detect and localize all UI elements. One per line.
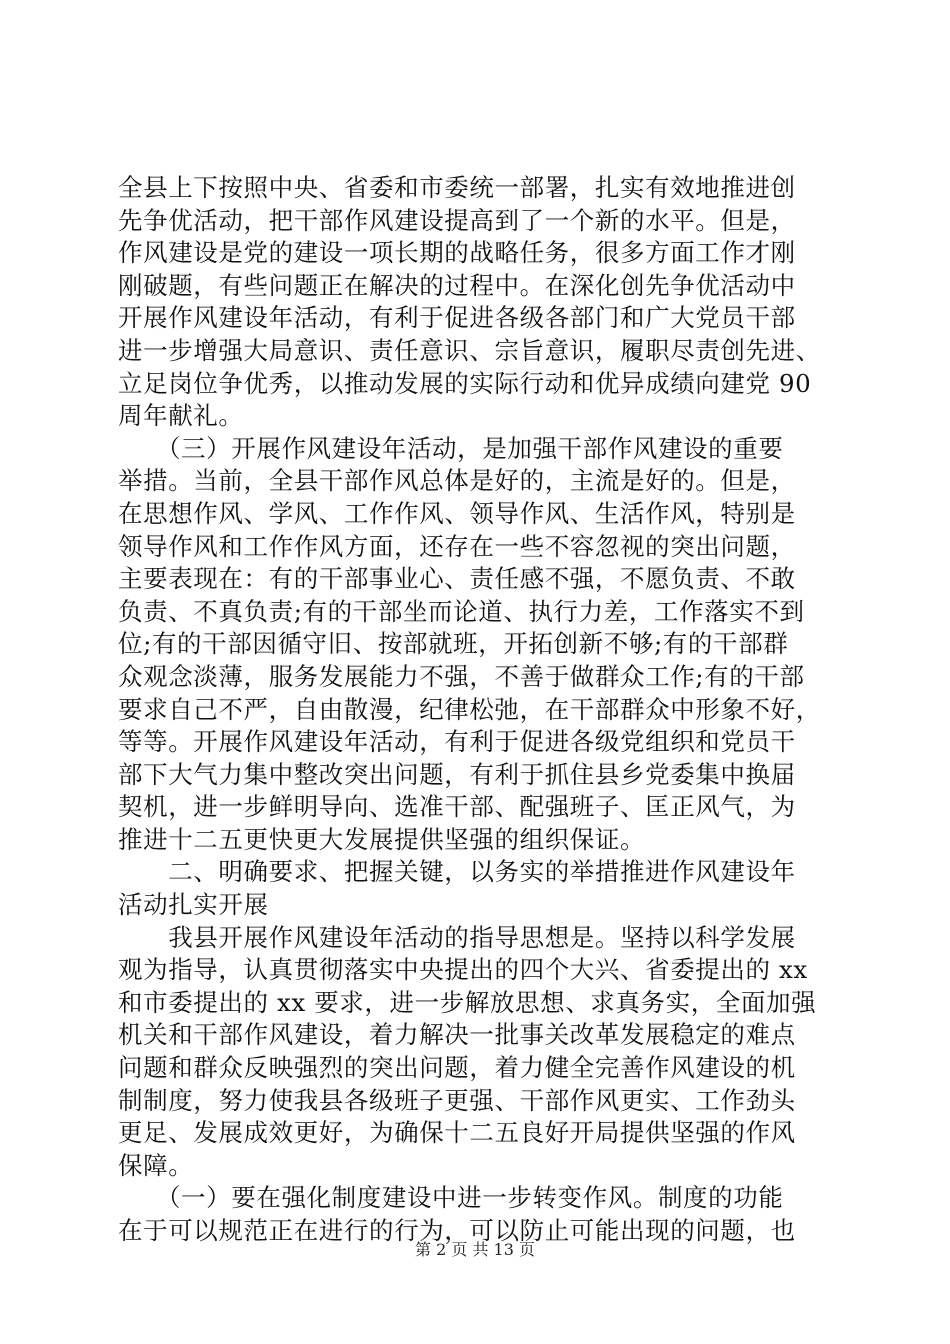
text-line: 周年献礼。 xyxy=(118,401,244,431)
text-line: 先争优活动，把干部作风建设提高到了一个新的水平。但是， xyxy=(118,205,796,235)
text-line: 契机，进一步鲜明导向、选准干部、配强班子、匡正风气，为 xyxy=(118,792,796,822)
text-line: 要求自己不严，自由散漫，纪律松弛，在干部群众中形象不好， xyxy=(118,694,821,724)
text-line: 开展作风建设年活动，有利于促进各级各部门和广大党员干部 xyxy=(118,303,796,333)
text-line: 负责、不真负责;有的干部坐而论道、执行力差，工作落实不到 xyxy=(118,596,805,626)
text-line: 机关和干部作风建设，着力解决一批事关改革发展稳定的难点 xyxy=(118,1020,796,1050)
text-line: 和市委提出的 xx 要求，进一步解放思想、求真务实，全面加强 xyxy=(118,987,817,1017)
body-text xyxy=(118,172,833,1248)
text-line: 全县上下按照中央、省委和市委统一部署，扎实有效地推进创 xyxy=(118,173,796,202)
text-line: 部下大气力集中整改突出问题，有利于抓住县乡党委集中换届 xyxy=(118,759,796,789)
text-line: 更足、发展成效更好，为确保十二五良好开局提供坚强的作风 xyxy=(118,1118,796,1148)
text-line: 举措。当前，全县干部作风总体是好的，主流是好的。但是， xyxy=(118,466,796,496)
text-line: 推进十二五更快更大发展提供坚强的组织保证。 xyxy=(118,824,646,854)
text-line: 等等。开展作风建设年活动，有利于促进各级党组织和党员干 xyxy=(118,727,796,757)
text-line: 领导作风和工作作风方面，还存在一些不容忽视的突出问题， xyxy=(118,531,796,561)
page-footer: 第 2 页 共 13 页 xyxy=(415,1240,535,1259)
text-line: 立足岗位争优秀，以推动发展的实际行动和优异成绩向建党 90 xyxy=(118,368,812,398)
text-line: 在于可以规范正在进行的行为，可以防止可能出现的问题，也 xyxy=(118,1216,796,1245)
text-line: 主要表现在：有的干部事业心、责任感不强，不愿负责、不敢 xyxy=(118,564,796,594)
text-line: 制制度，努力使我县各级班子更强、干部作风更实、工作劲头 xyxy=(118,1085,796,1115)
text-line: 进一步增强大局意识、责任意识、宗旨意识，履职尽责创先进、 xyxy=(118,335,821,365)
text-line: 在思想作风、学风、工作作风、领导作风、生活作风，特别是 xyxy=(118,498,796,528)
text-line: 观为指导，认真贯彻落实中央提出的四个大兴、省委提出的 xx xyxy=(118,955,808,985)
text-line: 位;有的干部因循守旧、按部就班，开拓创新不够;有的干部群 xyxy=(118,629,789,659)
text-line: 问题和群众反映强烈的突出问题，着力健全完善作风建设的机 xyxy=(118,1053,796,1083)
text-line: （一）要在强化制度建设中进一步转变作风。制度的功能 xyxy=(118,1183,784,1213)
text-line: 二、明确要求、把握关键，以务实的举措推进作风建设年 xyxy=(118,857,796,887)
text-line: （三）开展作风建设年活动，是加强干部作风建设的重要 xyxy=(118,433,784,463)
text-line: 保障。 xyxy=(118,1150,194,1180)
text-line: 我县开展作风建设年活动的指导思想是。坚持以科学发展 xyxy=(118,922,796,952)
text-line: 作风建设是党的建设一项长期的战略任务，很多方面工作才刚 xyxy=(118,238,796,268)
text-line: 众观念淡薄，服务发展能力不强，不善于做群众工作;有的干部 xyxy=(118,661,805,691)
text-line: 活动扎实开展 xyxy=(118,890,269,920)
text-line: 刚破题，有些问题正在解决的过程中。在深化创先争优活动中 xyxy=(118,270,796,300)
